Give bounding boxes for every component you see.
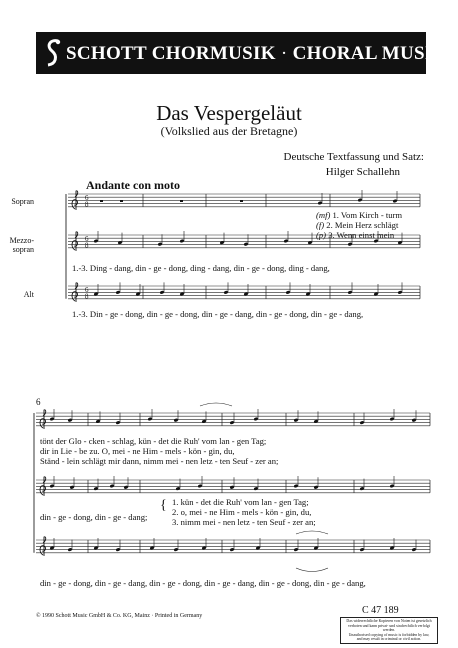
time-signature: 6 (85, 235, 89, 243)
copyright-notice-box (340, 617, 438, 644)
lyric-text: 1. Vom Kirch - turm (332, 210, 403, 220)
part-name-alto: Alt (23, 290, 34, 299)
notice-line-1: Das widerrechtliche Kopieren von Noten ist gesetzlich (346, 619, 432, 623)
time-signature: 6 (85, 194, 89, 202)
mezzo-lyric-line: 1.-3. Ding - dang, din - ge - dong, ding - dang, din - ge - dong, ding - dang, (72, 263, 330, 273)
part-name-mezzo-2: sopran (12, 245, 34, 254)
part-name-soprano: Sopran (11, 197, 34, 206)
soprano-verse-3 (316, 230, 394, 240)
dynamic-mark: (p) (316, 230, 327, 240)
tempo-marking: Andante con moto (86, 178, 181, 192)
copyright-line: © 1990 Schott Music GmbH & Co. KG, Mainz · Printed in Germany (36, 613, 203, 619)
rest-mark (180, 200, 183, 202)
soprano-verse-2 (316, 220, 398, 230)
piece-title: Das Vespergeläut (156, 101, 302, 125)
piece-subtitle: (Volkslied aus der Bretagne) (160, 124, 298, 138)
verse-brace: { (160, 498, 167, 513)
notice-line-4: and may result in criminal or civil action. (356, 637, 422, 642)
rest-mark (240, 200, 243, 202)
series-label-en: CHORAL MUSIC (292, 43, 447, 64)
rest-mark (100, 200, 103, 202)
notice-line-3: Unauthorised copying of music is forbidden by law, (348, 632, 430, 637)
credit-line-2: Hilger Schallehn (325, 166, 400, 178)
time-signature: 8 (85, 292, 89, 301)
slur-mark (296, 531, 328, 534)
rest-mark (120, 200, 123, 202)
slur-mark (296, 568, 328, 572)
mezzo-verse-1: 1. kün - det die Ruh' vom lan - gen Tag; (172, 497, 309, 507)
mezzo-verse-2: 2. o, mei - ne Him - mels - kön - gin, du, (172, 507, 312, 517)
soprano-verse-1 (316, 210, 402, 220)
lyric-text: 2. Mein Herz schlägt (326, 220, 399, 230)
series-label: CHORMUSIK (151, 43, 276, 64)
series-separator: · (280, 43, 288, 64)
alto-lyric-line-2: din - ge - dong, din - ge - dang, din - ge - dong, din - ge - dang, din - ge - dong, din - ge - dang, (40, 578, 366, 588)
lyric-text: 3. Wenn einst mein (328, 230, 395, 240)
notice-line-2: verboten und kann privat- und strafrechtlich verfolgt werden. (348, 623, 430, 633)
alto-lyric-line: 1.-3. Din - ge - dong, din - ge - dong, din - ge - dang, din - ge - dong, din - ge - dang, (72, 309, 364, 319)
publisher-name: SCHOTT (66, 43, 147, 64)
part-name-mezzo-1: Mezzo- (9, 236, 34, 245)
mezzo-verse-3: 3. nimm mei - nen letz - ten Seuf - zer an; (172, 517, 316, 527)
dynamic-mark: (mf) (316, 210, 331, 220)
slur-mark (200, 403, 232, 406)
catalog-number: C 47 189 (362, 605, 399, 616)
soprano-line-1: tönt der Glo - cken - schlag, kün - det die Ruh' vom lan - gen Tag; (40, 436, 267, 446)
mezzo-lead-lyric: din - ge - dong, din - ge - dang; (40, 512, 148, 522)
time-signature: 6 (85, 286, 89, 294)
measure-number: 6 (36, 397, 41, 407)
dynamic-mark: (f) (316, 220, 325, 230)
soprano-line-3: Ständ - lein schlägt mir dann, nimm mei - nen letz - ten Seuf - zer an; (40, 456, 279, 466)
time-signature: 8 (85, 200, 89, 209)
soprano-line-2: dir in Lie - be zu. O, mei - ne Him - mels - kön - gin, du, (40, 446, 235, 456)
time-signature: 8 (85, 241, 89, 250)
credit-line-1: Deutsche Textfassung und Satz: (283, 151, 424, 163)
